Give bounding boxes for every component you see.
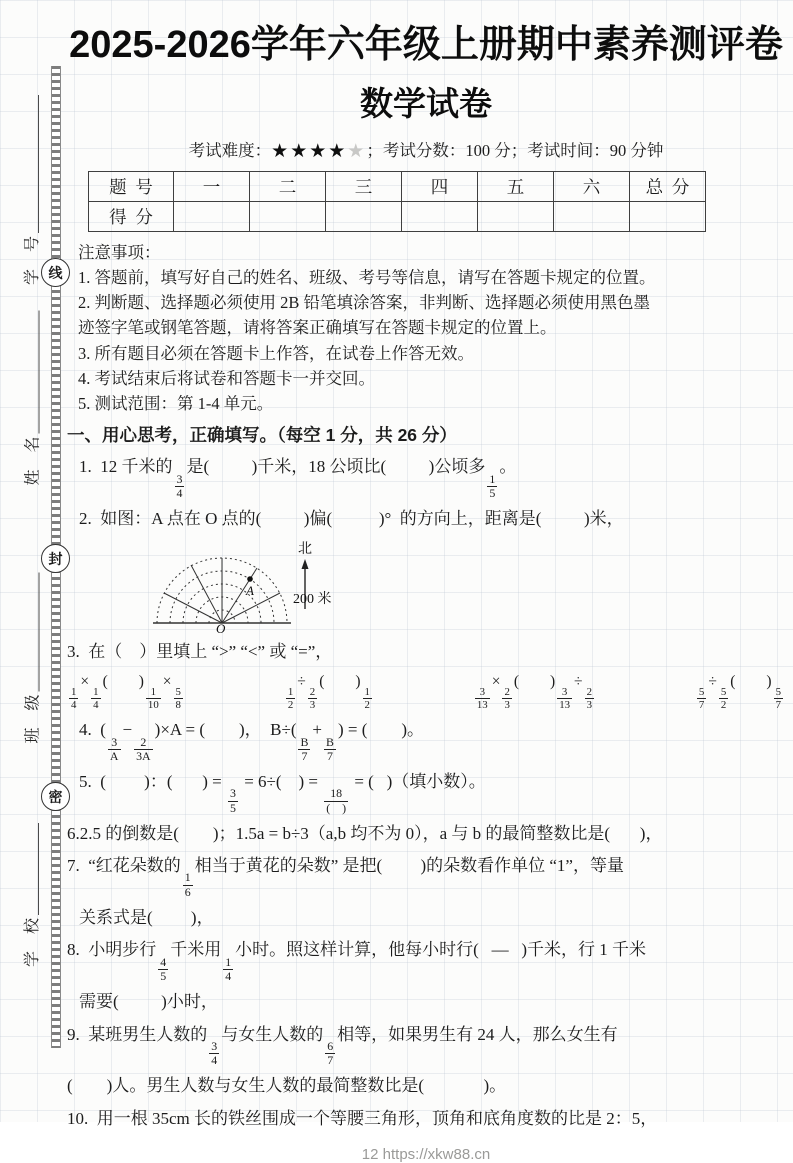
question-8-line-2: 需要( )小时， xyxy=(79,992,218,1012)
fraction: $\frac{B}{7}$ xyxy=(300,734,309,763)
fraction: $\frac{3}{5}$ xyxy=(229,786,236,815)
header-cell-6: 六 xyxy=(554,171,630,201)
fraction: $\frac{3}{A}$ xyxy=(109,734,119,763)
seal-char-label: 密 xyxy=(48,788,63,805)
comparison-item: $\frac{3}{13}$ × $\frac{2}{3}$ ( ) $\frac{3}{13}$ ÷ $\frac{2}{3}$ xyxy=(476,672,592,712)
fraction: $\frac{1}{2}$ xyxy=(364,686,370,712)
score-cell xyxy=(630,201,706,231)
fraction: $\frac{1}{6}$ xyxy=(184,870,191,899)
header-cell-total: 总 分 xyxy=(630,171,706,201)
field-label: 学 号 xyxy=(24,232,41,285)
page-footer: 12 https://xkw88.cn xyxy=(361,1145,491,1163)
header-cell-1: 一 xyxy=(174,171,250,201)
write-in-line xyxy=(38,823,39,915)
notice-line: 4. 考试结束后将试卷和答题卡一并交回。 xyxy=(78,368,375,388)
fraction: $\frac{4}{5}$ xyxy=(160,954,167,983)
point-a-label: A xyxy=(246,582,254,598)
comparison-item: $\frac{1}{2}$ ÷ $\frac{2}{3}$ ( ) $\frac{1}{2}$ xyxy=(287,672,370,712)
field-name xyxy=(22,311,44,486)
difficulty-star-icons xyxy=(271,140,366,162)
header-cell-3: 三 xyxy=(326,171,402,201)
star-filled-icons: ★★★★ xyxy=(271,139,348,162)
write-in-line xyxy=(39,573,40,692)
question-7-line-2: 关系式是( )， xyxy=(79,908,214,928)
question-3: 3. 在（ ）里填上 “>” “<” 或 “=”， xyxy=(67,641,333,661)
notice-line: 注意事项： xyxy=(78,242,161,262)
header-cell-question-no: 题 号 xyxy=(89,171,174,201)
fraction: $\frac{1}{4}$ xyxy=(71,686,77,712)
question-10: 10. 用一根 35cm 长的铁丝围成一个等腰三角形，顶角和底角度数的比是 2：5， xyxy=(67,1108,658,1128)
point-a-dot xyxy=(247,576,253,582)
fraction: $\frac{3}{13}$ xyxy=(476,686,488,712)
field-label: 学 校 xyxy=(24,914,41,967)
header-cell-5: 五 xyxy=(478,171,554,201)
paper-subtitle: 数学试卷 xyxy=(360,84,492,122)
header-cell-2: 二 xyxy=(250,171,326,201)
fraction: $\frac{3}{13}$ xyxy=(559,686,571,712)
question-1: 1. 12 千米的 $\frac{3}{4}$ 是( )千米，18 公顷比( )公顷多 $\frac{1}{5}$ 。 xyxy=(79,457,517,500)
question-5: 5. ( )：( ) = $\frac{3}{5}$ = 6÷( ) = $\frac{18}{( )}$ = ( )（填小数）。 xyxy=(79,772,486,815)
header-cell-4: 四 xyxy=(402,171,478,201)
question-9-line-2: ( )人。男生人数与女生人数的最简整数比是( )。 xyxy=(67,1076,507,1096)
question-8-line-1: 8. 小明步行 $\frac{4}{5}$ 千米用 $\frac{1}{4}$ 小时。照这样计算，他每小时行( — )千米，行 1 千米 xyxy=(67,940,646,983)
fraction: $\frac{2}{3}$ xyxy=(586,686,592,712)
score-table-header-row xyxy=(89,171,706,201)
notice-line: 1. 答题前，填写好自己的姓名、班级、考号等信息，请写在答题卡规定的位置。 xyxy=(78,267,656,287)
exam-meta xyxy=(65,137,787,162)
seal-char-mi xyxy=(41,782,70,811)
question-6: 6.2.5 的倒数是( )；1.5a = b÷3（a,b 均不为 0），a 与 b 的最简整数比是( )， xyxy=(67,823,663,843)
question-3-comparisons xyxy=(67,673,785,712)
comparison-item: $\frac{1}{4}$ × $\frac{1}{4}$ ( ) $\frac{1}{10}$ × $\frac{5}{8}$ xyxy=(71,672,181,712)
question-2: 2. 如图：A 点在 O 点的( )偏( )° 的方向上，距离是( )米， xyxy=(79,509,624,529)
seal-char-line xyxy=(41,258,70,287)
fraction: $\frac{2}{3}$ xyxy=(504,686,510,712)
comparison-item: $\frac{5}{7}$ ÷ $\frac{5}{2}$ ( ) $\frac{5}{7}$ xyxy=(698,672,781,712)
notice-line: 5. 测试范围：第 1-4 单元。 xyxy=(78,393,274,413)
direction-diagram xyxy=(65,537,787,636)
field-school xyxy=(21,823,43,967)
seal-char-label: 封 xyxy=(48,550,63,567)
fraction: $\frac{3}{4}$ xyxy=(176,471,183,500)
fraction: $\frac{1}{4}$ xyxy=(93,686,99,712)
fraction: $\frac{18}{( )}$ xyxy=(326,786,347,815)
notices-block xyxy=(78,240,787,416)
section-one-heading: 一、用心思考，正确填写。（每空 1 分，共 26 分） xyxy=(67,425,457,446)
fraction: $\frac{B}{7}$ xyxy=(326,734,334,763)
field-label: 姓 名 xyxy=(24,433,42,486)
score-cell xyxy=(402,201,478,231)
fraction: $\frac{6}{7}$ xyxy=(327,1038,334,1067)
fraction: $\frac{5}{8}$ xyxy=(175,686,181,712)
fraction: $\frac{1}{2}$ xyxy=(287,686,294,712)
fraction: $\frac{1}{5}$ xyxy=(489,471,496,500)
fraction: $\frac{5}{2}$ xyxy=(720,686,727,712)
seal-char-feng xyxy=(41,544,70,573)
score-cell xyxy=(174,201,250,231)
fraction: $\frac{3}{4}$ xyxy=(211,1038,218,1067)
fraction: $\frac{5}{7}$ xyxy=(775,686,781,712)
notice-line: 迹签字笔或钢笔答题，请将答案正确填写在答题卡规定的位置上。 xyxy=(78,318,557,338)
field-student-number xyxy=(21,95,43,285)
fraction: $\frac{5}{7}$ xyxy=(698,686,705,712)
star-faint-icon: ★ xyxy=(347,139,367,162)
question-7-line-1: 7. “红花朵数的 $\frac{1}{6}$ 相当于黄花的朵数” 是把( )的朵数看作单位 “1”，等量 xyxy=(67,856,624,899)
field-class xyxy=(22,573,44,744)
score-cell xyxy=(478,201,554,231)
page-title: 2025-2026学年六年级上册期中素养测评卷 xyxy=(69,24,783,66)
seal-char-label: 线 xyxy=(48,264,63,281)
score-cell xyxy=(326,201,402,231)
notice-line: 3. 所有题目必须在答题卡上作答，在试卷上作答无效。 xyxy=(78,343,474,363)
scale-label: 200 米 xyxy=(293,591,332,607)
write-in-line xyxy=(39,311,40,434)
score-cell xyxy=(250,201,326,231)
score-table xyxy=(88,171,706,232)
score-time-info: ；考试分数：100 分；考试时间：90 分钟 xyxy=(366,140,664,160)
score-table-score-row xyxy=(89,201,706,231)
fraction: $\frac{2}{3}$ xyxy=(309,686,316,712)
north-label: 北 xyxy=(298,541,312,557)
question-4: 4. ( $\frac{3}{A}$ − $\frac{2}{3A}$ )×A = ( )， B÷( $\frac{B}{7}$ + $\frac{B}{7}$ ) = ( )。 xyxy=(79,720,425,763)
origin-label: O xyxy=(216,620,226,636)
notice-line: 2. 判断题、选择题必须使用 2B 铅笔填涂答案，非判断、选择题必须使用黑色墨 xyxy=(78,293,651,313)
fraction: $\frac{1}{4}$ xyxy=(225,954,232,983)
difficulty-label: 考试难度： xyxy=(188,140,272,160)
question-9-line-1: 9. 某班男生人数的 $\frac{3}{4}$ 与女生人数的 $\frac{6}{7}$ 相等，如果男生有 24 人，那么女生有 xyxy=(67,1024,618,1067)
field-label: 班 级 xyxy=(24,691,42,744)
fraction: $\frac{1}{10}$ xyxy=(147,686,159,712)
write-in-line xyxy=(38,95,39,233)
score-row-label: 得 分 xyxy=(89,201,174,231)
score-cell xyxy=(554,201,630,231)
paper-body xyxy=(65,0,787,1163)
fraction: $\frac{2}{3A}$ xyxy=(136,734,151,763)
